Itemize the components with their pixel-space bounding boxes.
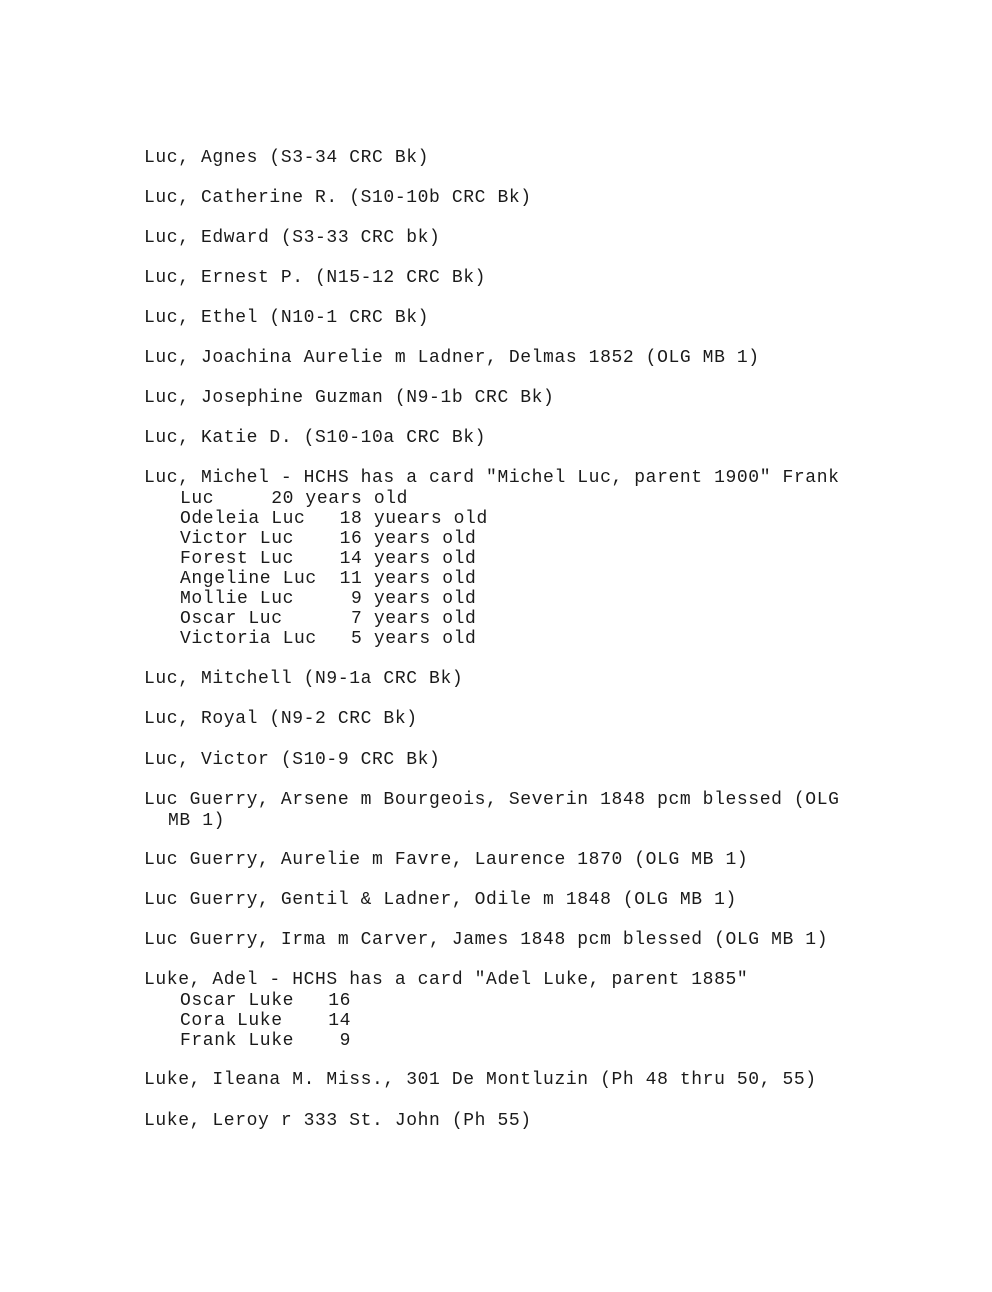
entry-text: Luc, Ethel (N10-1 CRC Bk)	[144, 308, 430, 328]
entry-subline: Oscar Luke 16	[180, 991, 352, 1011]
entry-subline: Forest Luc 14 years old	[180, 549, 477, 569]
entry-text: Luc, Edward (S3-33 CRC bk)	[144, 228, 441, 248]
entry-subline: MB 1)	[168, 811, 226, 831]
entry-text: Luc, Joachina Aurelie m Ladner, Delmas 1852 (OLG MB 1)	[144, 348, 760, 368]
entry-text: Luke, Ileana M. Miss., 301 De Montluzin (Ph 48 thru 50, 55)	[144, 1070, 817, 1090]
entry-subline: Victoria Luc 5 years old	[180, 629, 477, 649]
entry-text: Luc Guerry, Arsene m Bourgeois, Severin 1848 pcm blessed (OLG	[144, 790, 840, 810]
entry-text: Luc, Agnes (S3-34 CRC Bk)	[144, 148, 430, 168]
entry-text: Luc, Victor (S10-9 CRC Bk)	[144, 750, 441, 770]
entry-subline: Angeline Luc 11 years old	[180, 569, 477, 589]
entry-text: Luke, Leroy r 333 St. John (Ph 55)	[144, 1111, 532, 1131]
entry-text: Luc Guerry, Aurelie m Favre, Laurence 1870 (OLG MB 1)	[144, 850, 749, 870]
entry-text: Luc Guerry, Gentil & Ladner, Odile m 1848 (OLG MB 1)	[144, 890, 737, 910]
entry-text: Luc, Catherine R. (S10-10b CRC Bk)	[144, 188, 532, 208]
entry-subline: Mollie Luc 9 years old	[180, 589, 477, 609]
entry-text: Luc, Katie D. (S10-10a CRC Bk)	[144, 428, 487, 448]
entry-text: Luke, Adel - HCHS has a card "Adel Luke, parent 1885"	[144, 970, 749, 990]
entry-text: Luc, Michel - HCHS has a card "Michel Luc, parent 1900" Frank	[144, 468, 840, 488]
entry-subline: Frank Luke 9	[180, 1031, 352, 1051]
entry-text: Luc, Ernest P. (N15-12 CRC Bk)	[144, 268, 487, 288]
entry-subline: Cora Luke 14	[180, 1011, 352, 1031]
entry-text: Luc, Josephine Guzman (N9-1b CRC Bk)	[144, 388, 555, 408]
entry-text: Luc, Royal (N9-2 CRC Bk)	[144, 709, 418, 729]
entry-text: Luc, Mitchell (N9-1a CRC Bk)	[144, 669, 464, 689]
entry-subline: Oscar Luc 7 years old	[180, 609, 477, 629]
entry-subline: Luc 20 years old	[180, 489, 409, 509]
entry-subline: Odeleia Luc 18 yuears old	[180, 509, 488, 529]
entry-subline: Victor Luc 16 years old	[180, 529, 477, 549]
entry-text: Luc Guerry, Irma m Carver, James 1848 pcm blessed (OLG MB 1)	[144, 930, 829, 950]
